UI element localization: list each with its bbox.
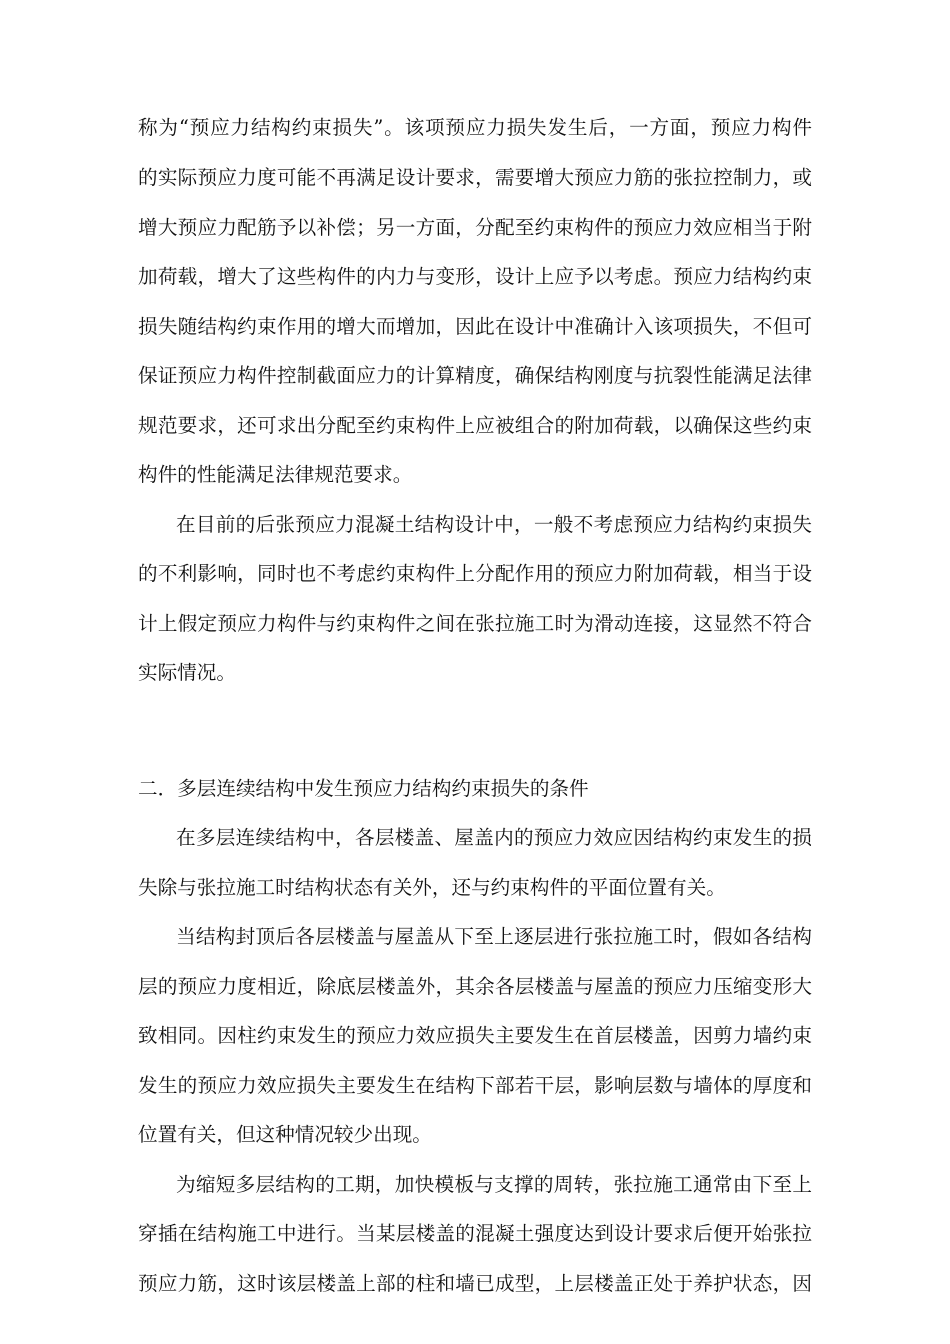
paragraph-line: 保证预应力构件控制截面应力的计算精度，确保结构刚度与抗裂性能满足法律 bbox=[138, 364, 812, 387]
paragraph-line: 实际情况。 bbox=[138, 661, 236, 684]
paragraph-line: 计上假定预应力构件与约束构件之间在张拉施工时为滑动连接，这显然不符合 bbox=[138, 612, 812, 635]
paragraph-line: 发生的预应力效应损失主要发生在结构下部若干层，影响层数与墙体的厚度和 bbox=[138, 1074, 812, 1097]
paragraph-line: 当结构封顶后各层楼盖与屋盖从下至上逐层进行张拉施工时，假如各结构 bbox=[176, 925, 812, 948]
paragraph-line: 穿插在结构施工中进行。当某层楼盖的混凝土强度达到设计要求后便开始张拉 bbox=[138, 1222, 812, 1245]
section-heading: 二．多层连续结构中发生预应力结构约束损失的条件 bbox=[138, 777, 589, 800]
paragraph-line: 加荷载，增大了这些构件的内力与变形，设计上应予以考虑。预应力结构约束 bbox=[138, 265, 812, 288]
paragraph-line: 构件的性能满足法律规范要求。 bbox=[138, 463, 413, 486]
paragraph-line: 在多层连续结构中，各层楼盖、屋盖内的预应力效应因结构约束发生的损 bbox=[176, 826, 812, 849]
paragraph-line: 致相同。因柱约束发生的预应力效应损失主要发生在首层楼盖，因剪力墙约束 bbox=[138, 1024, 812, 1047]
paragraph-line: 失除与张拉施工时结构状态有关外，还与约束构件的平面位置有关。 bbox=[138, 876, 726, 899]
paragraph-line: 为缩短多层结构的工期，加快模板与支撑的周转，张拉施工通常由下至上 bbox=[176, 1173, 812, 1196]
paragraph-line: 损失随结构约束作用的增大而增加，因此在设计中准确计入该项损失，不但可 bbox=[138, 315, 812, 338]
paragraph-line: 预应力筋，这时该层楼盖上部的柱和墙已成型，上层楼盖正处于养护状态，因 bbox=[138, 1272, 812, 1295]
paragraph-line: 层的预应力度相近，除底层楼盖外，其余各层楼盖与屋盖的预应力压缩变形大 bbox=[138, 975, 812, 998]
paragraph-line: 在目前的后张预应力混凝土结构设计中，一般不考虑预应力结构约束损失 bbox=[176, 513, 812, 536]
paragraph-line: 位置有关，但这种情况较少出现。 bbox=[138, 1123, 432, 1146]
paragraph-line: 增大预应力配筋予以补偿；另一方面，分配至约束构件的预应力效应相当于附 bbox=[138, 216, 812, 239]
paragraph-line: 称为“预应力结构约束损失”。该项预应力损失发生后，一方面，预应力构件 bbox=[138, 116, 812, 139]
paragraph-line: 的不利影响，同时也不考虑约束构件上分配作用的预应力附加荷载，相当于设 bbox=[138, 562, 812, 585]
paragraph-line: 规范要求，还可求出分配至约束构件上应被组合的附加荷载，以确保这些约束 bbox=[138, 414, 812, 437]
paragraph-line: 的实际预应力度可能不再满足设计要求，需要增大预应力筋的张拉控制力，或 bbox=[138, 166, 812, 189]
